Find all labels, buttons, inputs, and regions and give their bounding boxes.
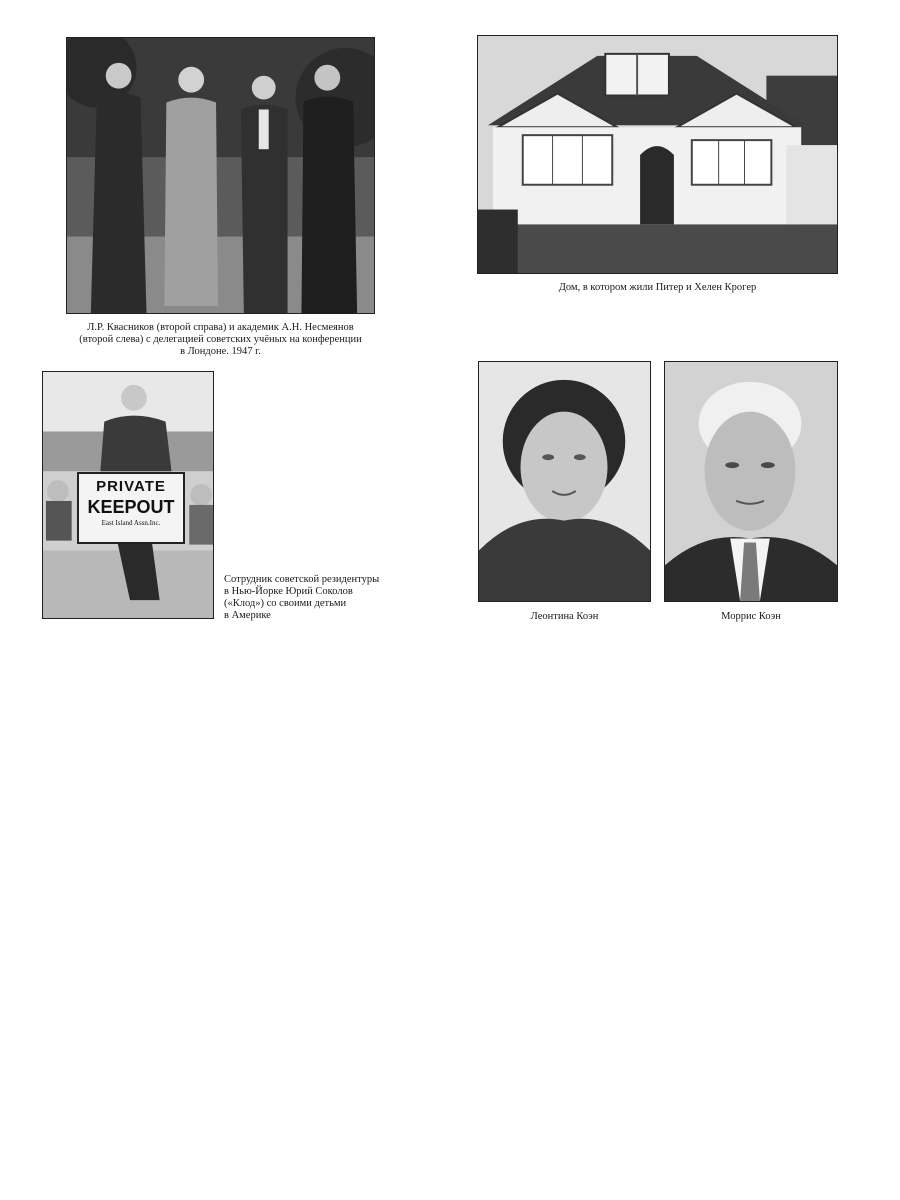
morris-caption [664,611,838,623]
caption-line: («Клод») со своими детьми [224,598,347,609]
morris-portrait [664,361,838,602]
leontina-caption [478,611,651,623]
sign-line-1: PRIVATE [96,478,166,495]
caption-line: (второй слева) с делегацией советских учёных на конференции [79,334,362,345]
scientists-photo [66,37,375,314]
sign-line-2: KEEPOUT [87,497,175,517]
caption-line: Дом, в котором жили Питер и Хелен Крогер [558,282,757,293]
caption-line: Моррис Коэн [721,611,781,622]
caption-line: Сотрудник советской резидентуры [224,574,380,585]
caption-line: в Лондоне. 1947 г. [180,346,261,357]
caption-line: Леонтина Коэн [530,611,599,622]
scientists-caption [66,322,375,358]
house-caption [477,282,838,294]
caption-line: Л.Р. Квасников (второй справа) и академик А.Н. Несмеянов [87,322,354,333]
caption-line: в Нью-Йорке Юрий Соколов [224,586,353,597]
sokolov-caption [224,574,404,622]
caption-line: в Америке [224,610,271,621]
house-photo [477,35,838,274]
leontina-portrait [478,361,651,602]
sign-line-3: East Island Assn.Inc. [101,519,161,527]
sokolov-photo [42,371,214,619]
private-keepout-sign [77,472,185,544]
